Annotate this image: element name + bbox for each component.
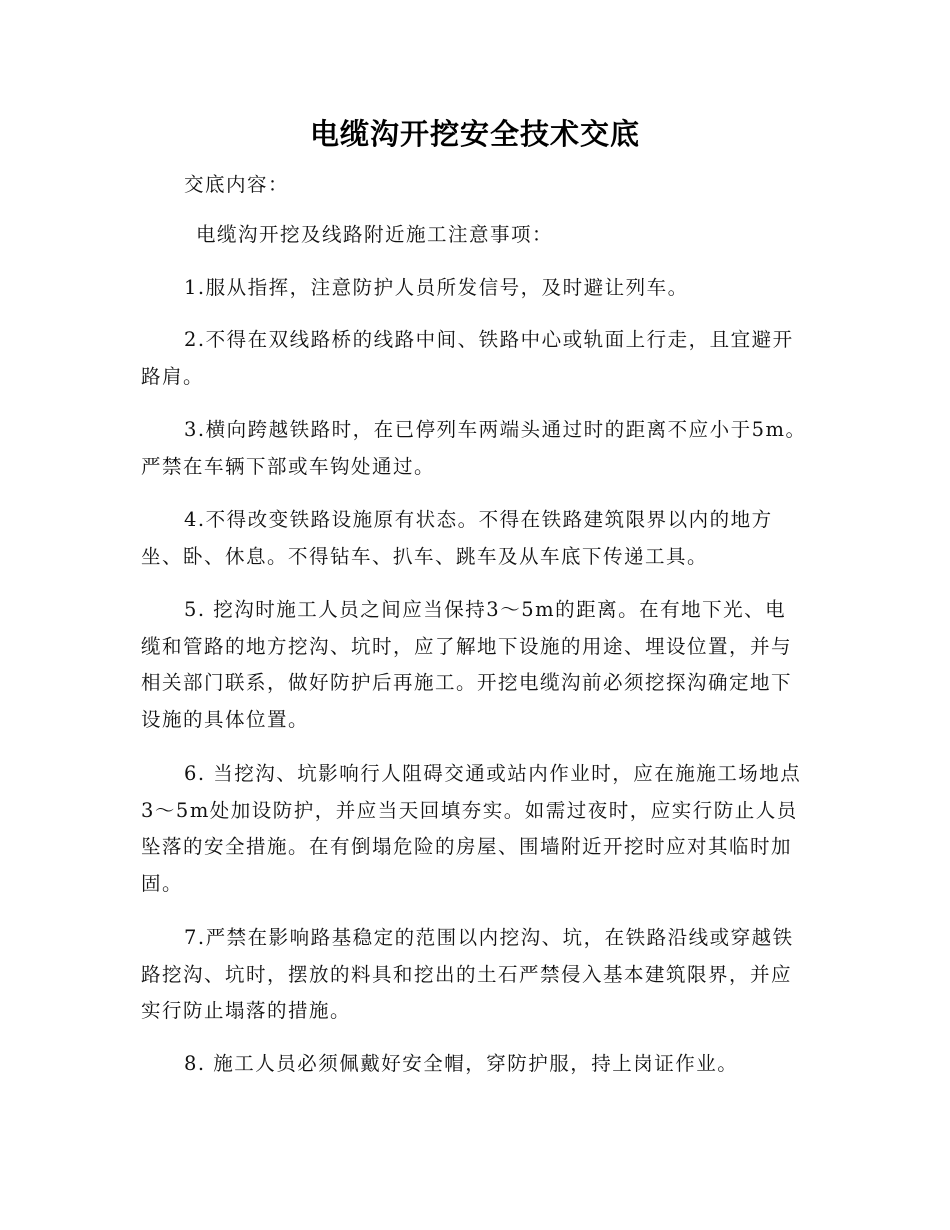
list-item-1: 1.服从指挥，注意防护人员所发信号，及时避让列车。 (184, 276, 689, 299)
list-item-4: 4.不得改变铁路设施原有状态。不得在铁路建筑限界以内的地方坐、卧、休息。不得钻车、扒车、跳车及从车底下传递工具。 (141, 508, 773, 568)
list-item-3: 3.横向跨越铁路时，在已停列车两端头通过时的距离不应小于5m。严禁在车辆下部或车钩处通过。 (141, 418, 807, 478)
list-item-5: 5. 挖沟时施工人员之间应当保持3～5m的距离。在有地下光、电缆和管路的地方挖沟、坑时，应了解地下设施的用途、埋设位置，并与相关部门联系，做好防护后再施工。开挖电缆沟前必须挖探沟确定地下设施的具体位置。 (141, 598, 793, 731)
list-item-2: 2.不得在双线路桥的线路中间、铁路中心或轨面上行走，且宜避开路肩。 (141, 328, 794, 388)
list-item-8: 8. 施工人员必须佩戴好安全帽，穿防护服，持上岗证作业。 (184, 1052, 739, 1075)
section-subheading: 电缆沟开挖及线路附近施工注意事项： (196, 223, 554, 246)
list-item-7: 7.严禁在影响路基稳定的范围以内挖沟、坑，在铁路沿线或穿越铁路挖沟、坑时，摆放的料具和挖出的土石严禁侵入基本建筑限界，并应实行防止塌落的措施。 (141, 926, 794, 1022)
list-item-6: 6. 当挖沟、坑影响行人阻碍交通或站内作业时，应在施施工场地点3～5m处加设防护，并应当天回填夯实。如需过夜时，应实行防止人员坠落的安全措施。在有倒塌危险的房屋、围墙附近开挖时应对其临时加固。 (141, 762, 802, 895)
intro-label: 交底内容： (184, 173, 290, 196)
document-title: 电缆沟开挖安全技术交底 (309, 117, 640, 151)
